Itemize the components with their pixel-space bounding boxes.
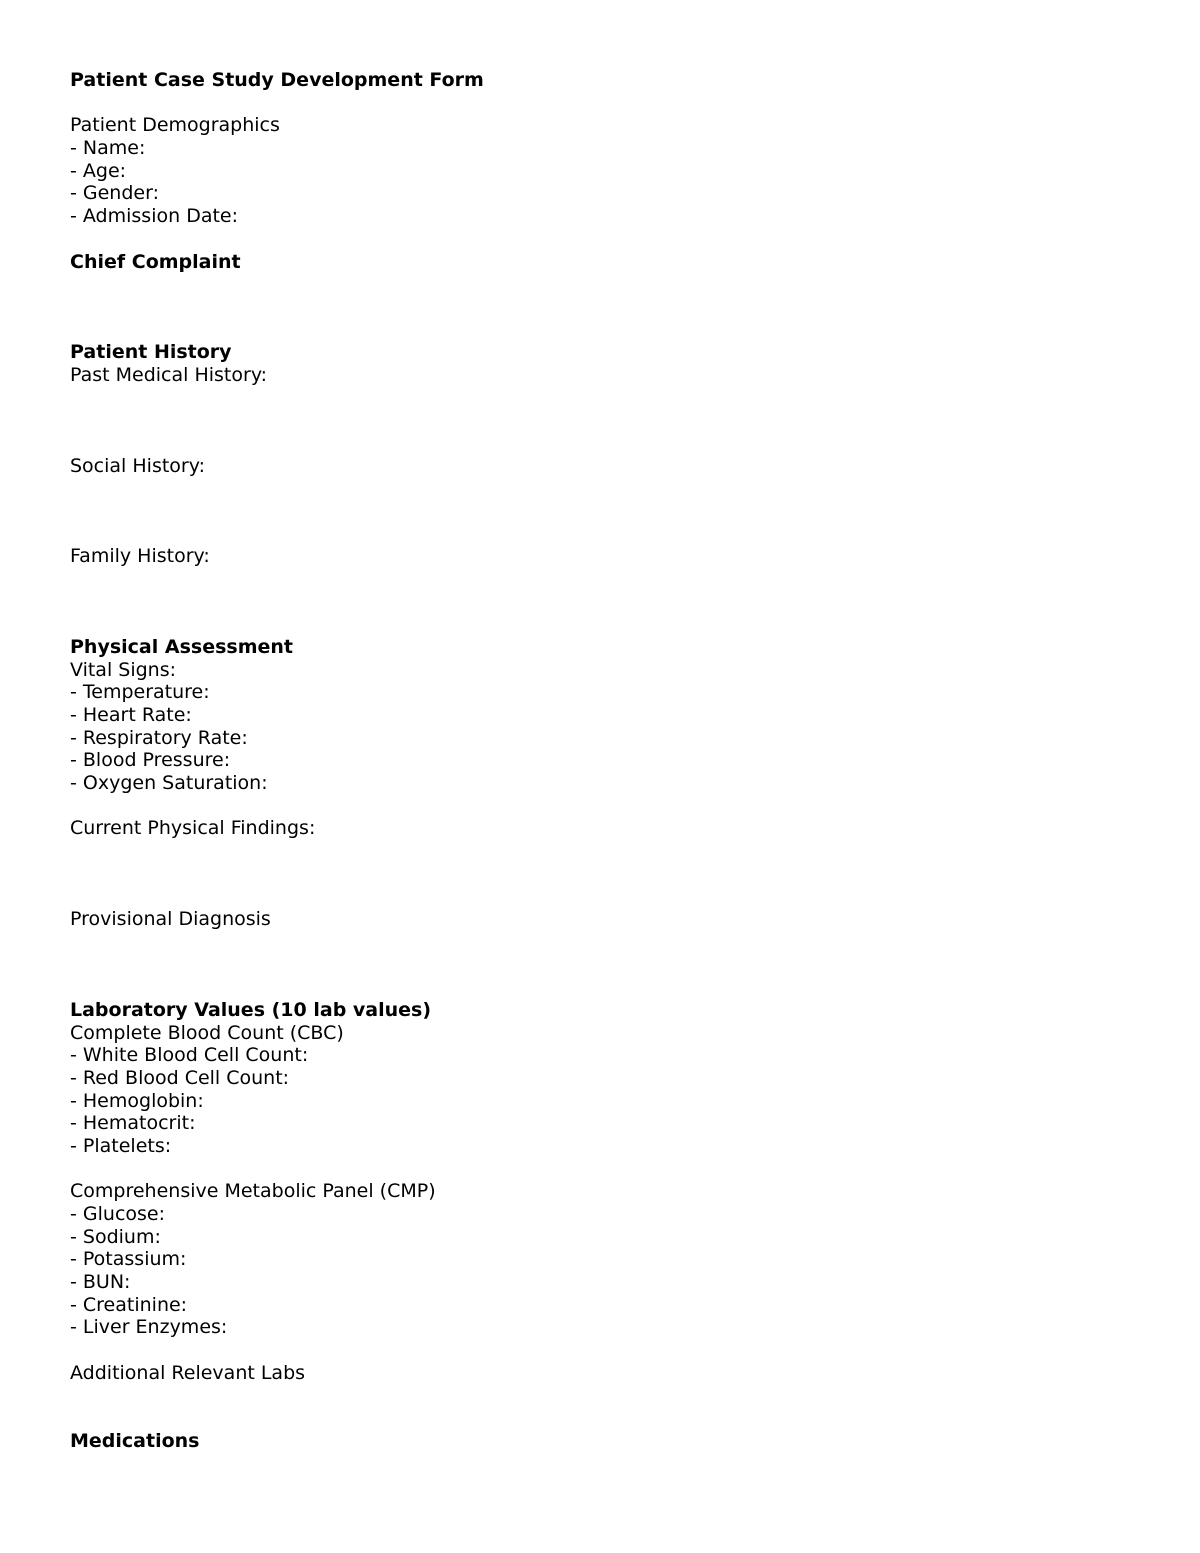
- cmp-sodium-field: - Sodium:: [70, 1225, 161, 1248]
- cmp-potassium-field: - Potassium:: [70, 1248, 187, 1271]
- family-history-label: Family History:: [70, 545, 210, 568]
- demographics-name-field: - Name:: [70, 137, 146, 160]
- cmp-glucose-field: - Glucose:: [70, 1203, 165, 1225]
- cbc-wbc-field: - White Blood Cell Count:: [70, 1044, 309, 1067]
- additional-labs-label: Additional Relevant Labs: [70, 1361, 306, 1384]
- cbc-label: Complete Blood Count (CBC): [70, 1021, 344, 1044]
- demographics-age-field: - Age:: [70, 159, 127, 182]
- form-title: Patient Case Study Development Form: [70, 69, 484, 91]
- vital-oxygen-saturation-field: - Oxygen Saturation:: [70, 772, 268, 795]
- vital-signs-label: Vital Signs:: [70, 658, 177, 681]
- demographics-admission-date-field: - Admission Date:: [70, 205, 239, 228]
- laboratory-values-heading: Laboratory Values (10 lab values): [70, 998, 432, 1021]
- vital-respiratory-rate-field: - Respiratory Rate:: [70, 726, 248, 749]
- cmp-label: Comprehensive Metabolic Panel (CMP): [70, 1180, 436, 1203]
- cbc-hematocrit-field: - Hematocrit:: [70, 1112, 196, 1135]
- current-physical-findings-label: Current Physical Findings:: [70, 817, 316, 840]
- cmp-bun-field: - BUN:: [70, 1271, 131, 1294]
- cbc-platelets-field: - Platelets:: [70, 1134, 172, 1157]
- physical-assessment-heading: Physical Assessment: [70, 635, 293, 658]
- cmp-creatinine-field: - Creatinine:: [70, 1293, 188, 1316]
- vital-heart-rate-field: - Heart Rate:: [70, 704, 192, 726]
- social-history-label: Social History:: [70, 454, 205, 477]
- cbc-rbc-field: - Red Blood Cell Count:: [70, 1066, 290, 1089]
- vital-temperature-field: - Temperature:: [70, 681, 210, 704]
- provisional-diagnosis-label: Provisional Diagnosis: [70, 908, 271, 931]
- document-page: [70, 69, 1130, 1453]
- demographics-heading: Patient Demographics: [70, 114, 280, 137]
- cmp-liver-enzymes-field: - Liver Enzymes:: [70, 1316, 228, 1339]
- medications-heading: Medications: [70, 1429, 200, 1452]
- cbc-hemoglobin-field: - Hemoglobin:: [70, 1089, 204, 1112]
- past-medical-history-label: Past Medical History:: [70, 363, 268, 386]
- patient-history-heading: Patient History: [70, 341, 232, 364]
- chief-complaint-heading: Chief Complaint: [70, 250, 241, 273]
- demographics-gender-field: - Gender:: [70, 182, 159, 205]
- vital-blood-pressure-field: - Blood Pressure:: [70, 749, 231, 772]
